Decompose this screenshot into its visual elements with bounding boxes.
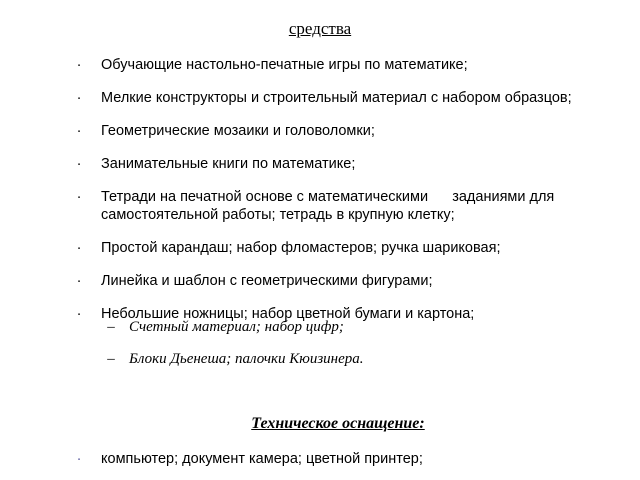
dash-icon: –: [107, 319, 115, 335]
sub-list-item-text: Блоки Дьенеша; палочки Кюизинера.: [129, 351, 364, 367]
sub-materials-list: [0, 318, 640, 382]
tech-equipment-heading: Техническое оснащение:: [251, 415, 425, 432]
list-item: [0, 56, 640, 74]
bullet-icon: ·: [76, 90, 82, 106]
list-item-text: Линейка и шаблон с геометрическими фигурами;: [101, 273, 433, 289]
list-item: [0, 239, 640, 257]
list-item-text: Обучающие настольно-печатные игры по математике;: [101, 57, 468, 73]
list-item-text: Небольшие ножницы; набор цветной бумаги и картона;: [101, 306, 475, 322]
bullet-icon: ·: [76, 273, 82, 289]
materials-list: [0, 56, 640, 338]
list-item-text: компьютер; документ камера; цветной принтер;: [101, 451, 423, 467]
sub-list-item-text: Счетный материал; набор цифр;: [129, 319, 344, 335]
sub-list-item: [0, 350, 640, 368]
bullet-icon: ·: [76, 240, 82, 256]
list-item: [0, 89, 640, 107]
bullet-icon: ·: [76, 189, 82, 205]
list-item: [0, 450, 640, 468]
bullet-icon: ·: [76, 57, 82, 73]
dash-icon: –: [107, 351, 115, 367]
list-item-text: Мелкие конструкторы и строительный материал с набором образцов;: [101, 90, 572, 106]
bullet-icon: ·: [76, 123, 82, 139]
bullet-icon: ·: [76, 451, 82, 467]
list-item-text: Геометрические мозаики и головоломки;: [101, 123, 375, 139]
tech-equipment-list: [0, 450, 640, 468]
section-title: средства: [288, 19, 352, 38]
bullet-icon: ·: [76, 156, 82, 172]
list-item: [0, 188, 640, 224]
list-item-text: Тетради на печатной основе с математическими заданиями для самостоятельной работы; тетрадь в крупную клетку;: [101, 189, 559, 223]
list-item-text: Занимательные книги по математике;: [101, 156, 356, 172]
list-item: [0, 272, 640, 290]
sub-list-item: [0, 318, 640, 336]
list-item: [0, 155, 640, 173]
bullet-icon: ·: [76, 306, 82, 322]
list-item: [0, 122, 640, 140]
list-item-text: Простой карандаш; набор фломастеров; ручка шариковая;: [101, 240, 501, 256]
